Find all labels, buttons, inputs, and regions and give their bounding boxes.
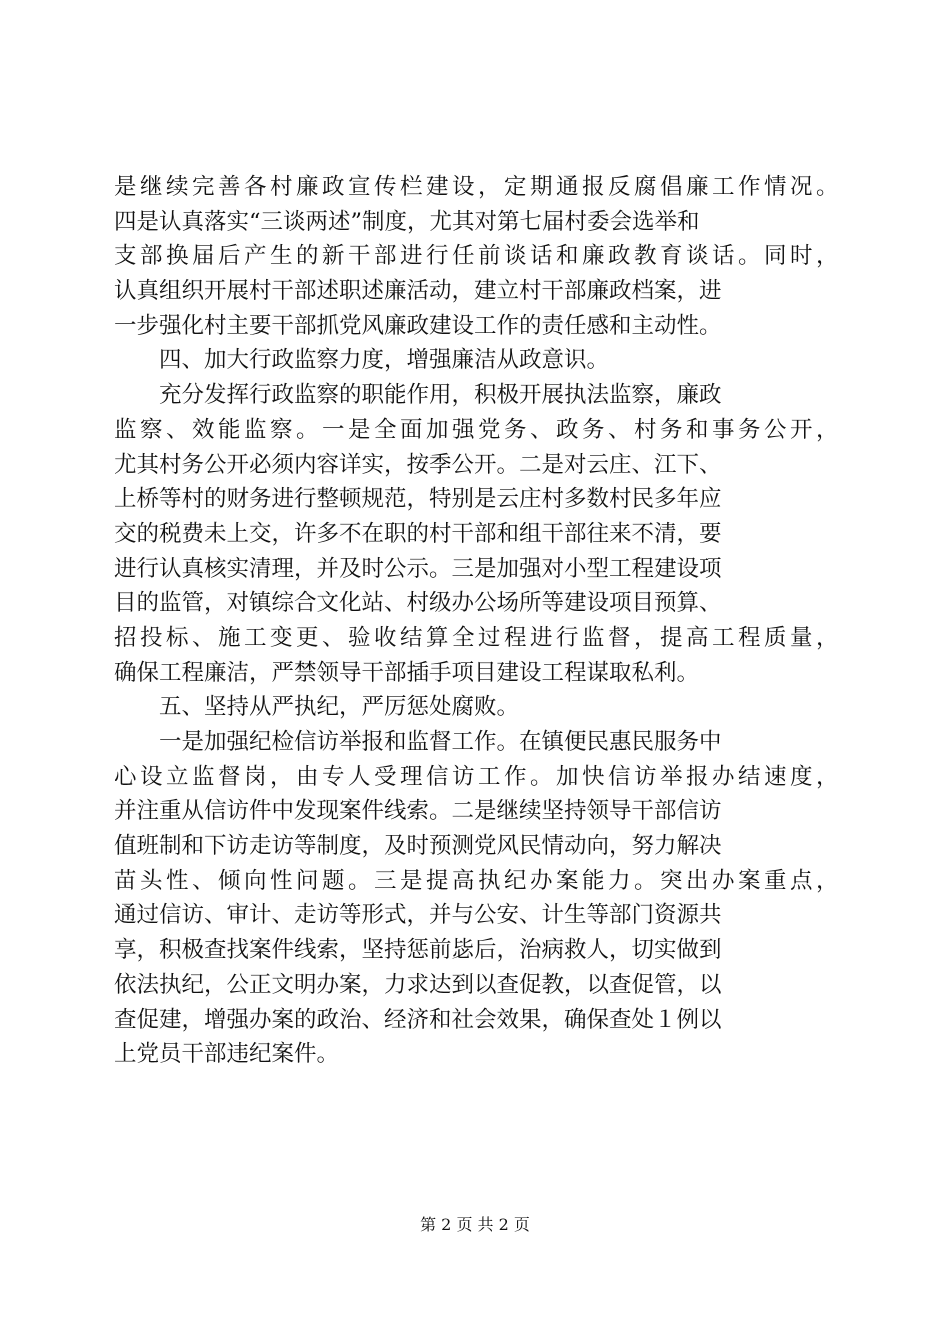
text-line: 查促建，增强办案的政治、经济和社会效果，确保查处１例以 (114, 1006, 722, 1033)
text-line: 交的税费未上交，许多不在职的村干部和组干部往来不清，要 (114, 520, 722, 547)
text-line: 四是认真落实“三谈两述”制度，尤其对第七届村委会选举和 (114, 208, 700, 235)
text-line: 苗头性、倾向性问题。三是提高执纪办案能力。突出办案重点， (114, 867, 842, 894)
text-line: 招投标、施工变更、验收结算全过程进行监督，提高工程质量， (114, 624, 842, 651)
text-line: 充分发挥行政监察的职能作用，积极开展执法监察，廉政 (159, 382, 722, 409)
document-body (114, 170, 842, 1072)
text-line: 四、加大行政监察力度，增强廉洁从政意识。 (159, 347, 610, 374)
text-line: 确保工程廉洁，严禁领导干部插手项目建设工程谋取私利。 (114, 659, 700, 686)
text-line: 进行认真核实清理，并及时公示。三是加强对小型工程建设项 (114, 555, 722, 582)
text-line: 值班制和下访走访等制度，及时预测党风民情动向，努力解决 (114, 833, 722, 860)
text-line: 认真组织开展村干部述职述廉活动，建立村干部廉政档案，进 (114, 278, 722, 305)
text-line: 五、坚持从严执纪，严厉惩处腐败。 (159, 694, 520, 721)
text-line: 并注重从信访件中发现案件线索。二是继续坚持领导干部信访 (114, 798, 722, 825)
text-line: 心设立监督岗，由专人受理信访工作。加快信访举报办结速度， (114, 763, 842, 790)
text-line: 一步强化村主要干部抓党风廉政建设工作的责任感和主动性。 (114, 312, 722, 339)
page-footer: 第 2 页 共 2 页 (420, 1215, 530, 1234)
text-line: 通过信访、审计、走访等形式，并与公安、计生等部门资源共 (114, 902, 722, 929)
text-line: 监察、效能监察。一是全面加强党务、政务、村务和事务公开， (114, 416, 842, 443)
text-line: 上桥等村的财务进行整顿规范，特别是云庄村多数村民多年应 (114, 486, 722, 513)
text-line: 上党员干部违纪案件。 (114, 1041, 340, 1068)
text-line: 是继续完善各村廉政宣传栏建设，定期通报反腐倡廉工作情况。 (114, 174, 842, 200)
text-line: 尤其村务公开必须内容详实，按季公开。二是对云庄、江下、 (114, 451, 722, 478)
text-line: 享，积极查找案件线索，坚持惩前毖后，治病救人，切实做到 (114, 937, 722, 964)
text-line: 目的监管，对镇综合文化站、村级办公场所等建设项目预算、 (114, 590, 722, 617)
text-line: 依法执纪，公正文明办案，力求达到以查促教，以查促管，以 (114, 971, 722, 998)
text-line: 一是加强纪检信访举报和监督工作。在镇便民惠民服务中 (159, 729, 722, 755)
text-line: 支部换届后产生的新干部进行任前谈话和廉政教育谈话。同时， (114, 243, 842, 270)
